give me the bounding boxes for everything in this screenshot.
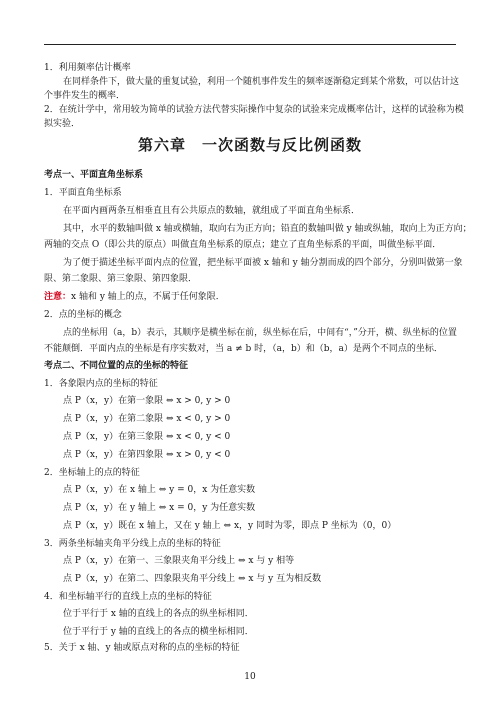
text-line: 其中，水平的数轴叫做 x 轴或横轴，取向右为正方向；铅直的数轴叫做 y 轴或纵轴，取向上为正方向； (63, 224, 472, 234)
formula-line: 点 P（x，y）在第一象限 ⇔ x > 0, y > 0 (63, 396, 231, 406)
subsection-heading: 2．点的坐标的概念 (44, 310, 122, 320)
chapter-title: 第六章 一次函数与反比例函数 (137, 136, 362, 154)
note-line (44, 291, 456, 304)
text-line: 1．利用频率估计概率 (44, 63, 131, 73)
text-line: 个事件发生的概率． (44, 91, 126, 101)
formula-line: 点 P（x，y）在第四象限 ⇔ x > 0, y < 0 (63, 450, 231, 460)
text-line: 2．在统计学中，常用较为简单的试验方法代替实际操作中复杂的试验来完成概率估计，这样的试验称为模 (44, 105, 464, 115)
formula-line: 点 P（x，y）在第一、三象限夹角平分线上 ⇔ x 与 y 相等 (63, 556, 295, 566)
subsection-heading: 1．平面直角坐标系 (44, 188, 122, 198)
formula-line: 点 P（x，y）在第二象限 ⇔ x < 0, y > 0 (63, 414, 231, 424)
note-text: x 轴和 y 轴上的点，不属于任何象限． (71, 292, 225, 302)
text-line: 为了便于描述坐标平面内点的位置，把坐标平面被 x 轴和 y 轴分割而成的四个部分，分别叫做第一象 (63, 258, 463, 268)
text-line: 位于平行于 y 轴的直线上的各点的横坐标相同． (63, 627, 254, 637)
section-heading: 考点二、不同位置的点的坐标的特征 (44, 361, 189, 371)
formula-line: 点 P（x，y）在第二、四象限夹角平分线上 ⇔ x 与 y 互为相反数 (63, 574, 322, 584)
formula-line: 点 P（x，y）在 x 轴上 ⇔ y = 0，x 为任意实数 (63, 485, 256, 495)
subsection-heading: 5．关于 x 轴、y 轴或原点对称的点的坐标的特征 (44, 643, 240, 653)
text-line: 两轴的交点 O（即公共的原点）叫做直角坐标系的原点；建立了直角坐标系的平面，叫做坐标平面． (44, 240, 442, 250)
subsection-heading: 4．和坐标轴平行的直线上点的坐标的特征 (44, 592, 212, 602)
text-line: 不能颠倒．平面内点的坐标是有序实数对，当 a ≠ b 时，（a，b）和（b，a）是两个不同点的坐标． (44, 344, 443, 354)
subsection-heading: 2．坐标轴上的点的特征 (44, 468, 140, 478)
formula-line: 点 P（x，y）在 y 轴上 ⇔ x = 0，y 为任意实数 (63, 503, 256, 513)
page-number: 10 (244, 672, 256, 682)
text-line: 在同样条件下，做大量的重复试验，利用一个随机事件发生的频率逐渐稳定到某个常数，可以估计这 (63, 77, 460, 87)
subsection-heading: 1．各象限内点的坐标的特征 (44, 379, 158, 389)
subsection-heading: 3．两条坐标轴夹角平分线上点的坐标的特征 (44, 539, 221, 549)
header-rule (44, 44, 456, 45)
note-label: 注意： (44, 292, 72, 302)
formula-line: 点 P（x，y）在第三象限 ⇔ x < 0, y < 0 (63, 432, 231, 442)
text-line: 限、第二象限、第三象限、第四象限． (44, 274, 198, 284)
formula-line: 点 P（x，y）既在 x 轴上，又在 y 轴上 ⇔ x，y 同时为零，即点 P 坐标为（0，0） (63, 521, 397, 531)
text-line: 拟实验． (44, 119, 81, 129)
text-line: 点的坐标用（a，b）表示，其顺序是横坐标在前，纵坐标在后，中间有“，”分开，横、纵坐标的位置 (63, 328, 457, 338)
text-line: 位于平行于 x 轴的直线上的各点的纵坐标相同． (63, 609, 254, 619)
text-line: 在平面内画两条互相垂直且有公共原点的数轴，就组成了平面直角坐标系． (63, 206, 361, 216)
section-heading: 考点一、平面直角坐标系 (44, 170, 144, 180)
